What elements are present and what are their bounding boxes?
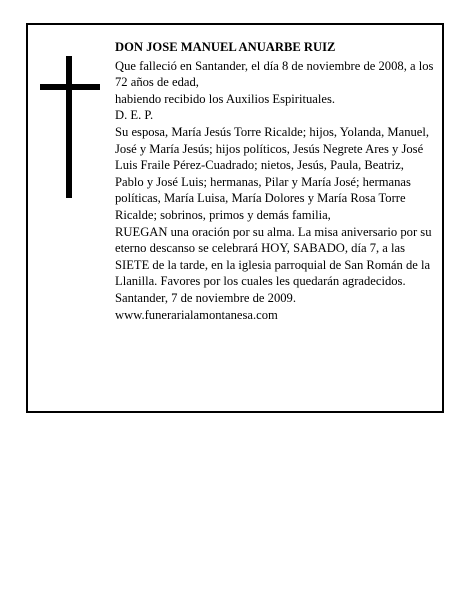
place-date: Santander, 7 de noviembre de 2009.: [115, 290, 297, 305]
deceased-name: DON JOSE MANUEL ANUARBE RUIZ: [115, 40, 336, 54]
sacraments-line: habiendo recibido los Auxilios Espirituales.: [115, 91, 336, 106]
obituary-notice: [26, 23, 444, 413]
mass-announcement: RUEGAN una oración por su alma. La misa aniversario por su eterno descanso se celebrará HOY, SABADO, día 7, a las SIETE de la tarde, en la iglesia parroquial de San Román de la Llanilla. Favores por los cuales les quedarán agradecidos.: [115, 224, 432, 289]
death-announcement: Que falleció en Santander, el día 8 de noviembre de 2008, a los 72 años de edad,: [115, 58, 434, 90]
cross-vertical-bar: [66, 56, 72, 198]
cross-horizontal-bar: [40, 84, 100, 90]
funeral-home-website: www.funerarialamontanesa.com: [115, 307, 278, 322]
cross-icon: [40, 56, 100, 198]
notice-text: [115, 39, 435, 323]
rip-line: D. E. P.: [115, 108, 154, 123]
family-list: Su esposa, María Jesús Torre Ricalde; hijos, Yolanda, Manuel, José y María Jesús; hijos políticos, Jesús Negrete Ares y José Luis Fraile Pérez-Cuadrado; nietos, Jesús, Paula, Beatriz, Pablo y José Luis; hermanas, Pilar y María José; hermanas políticas, María Luisa, María Dolores y María Rosa Torre Ricalde; sobrinos, primos y demás familia,: [115, 124, 430, 222]
